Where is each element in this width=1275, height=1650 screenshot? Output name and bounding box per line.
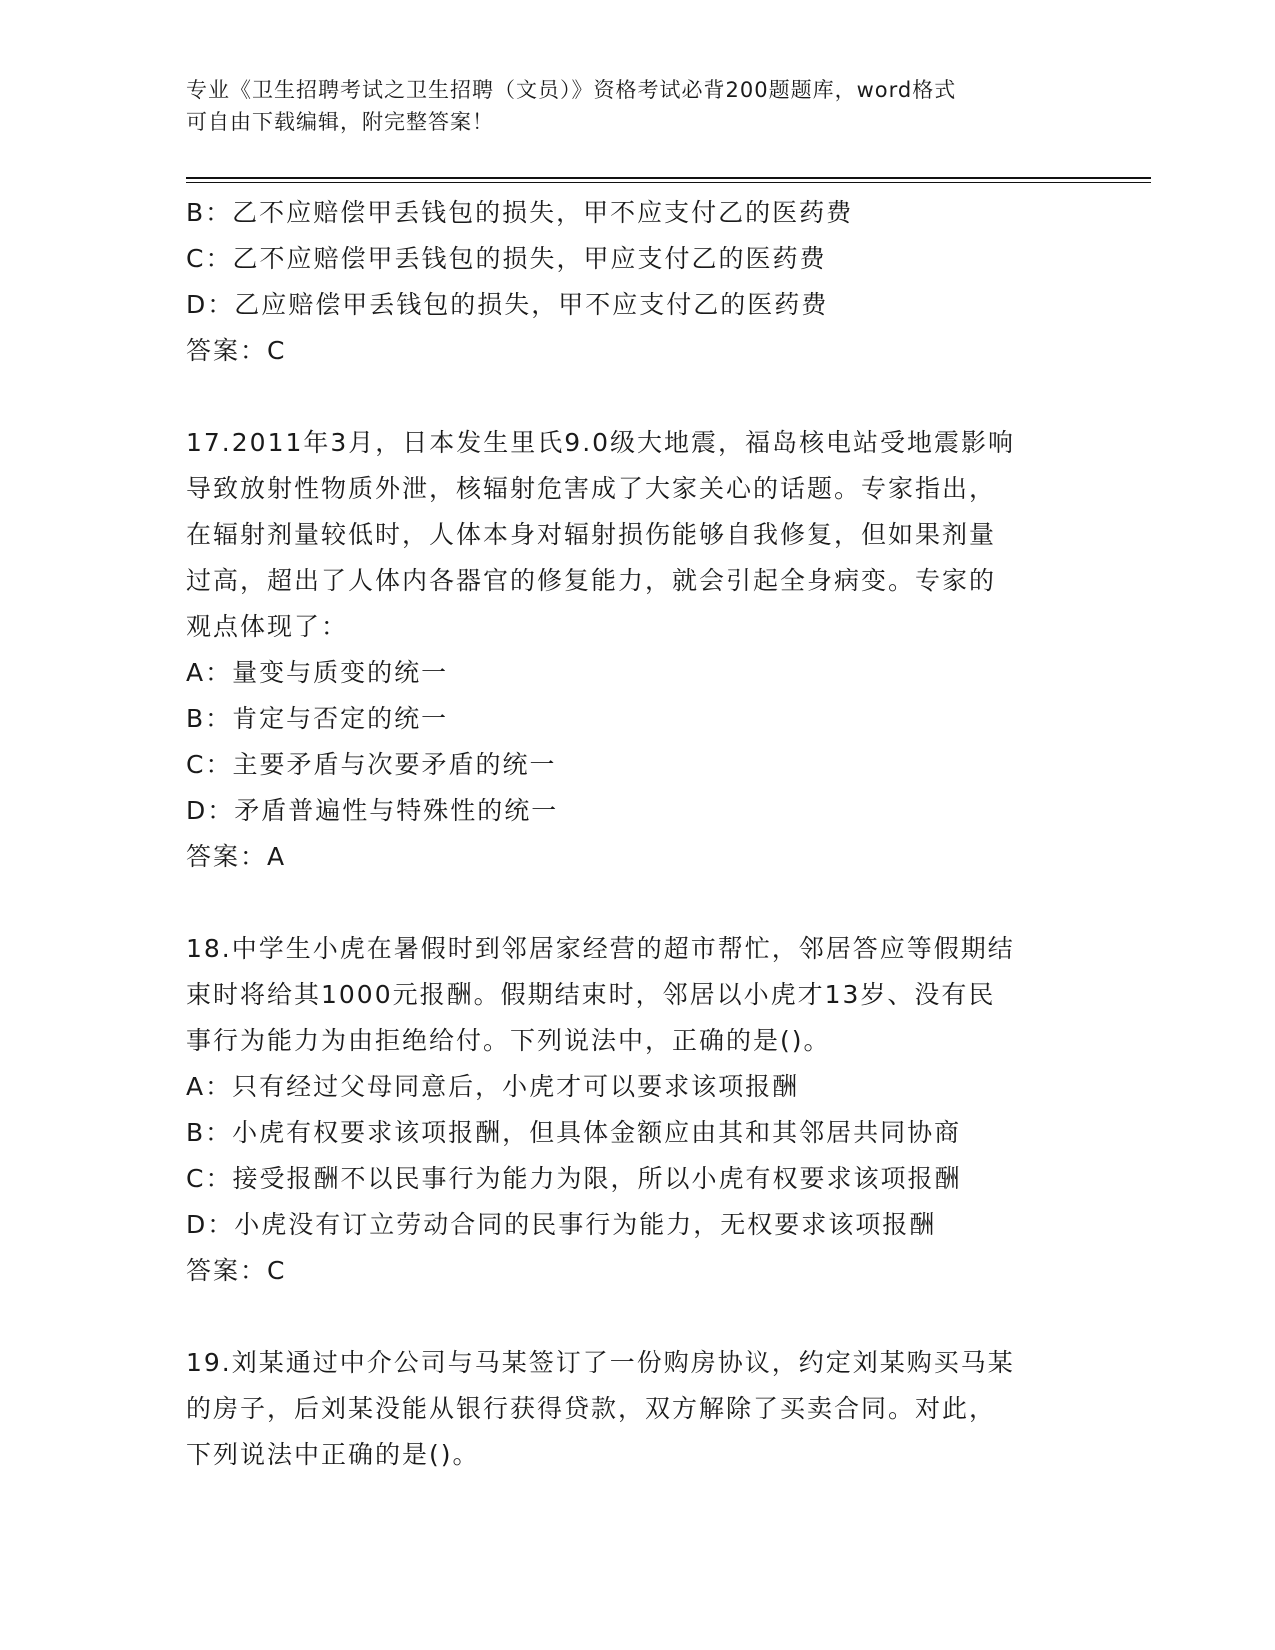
question-text-line: 19.刘某通过中介公司与马某签订了一份购房协议，约定刘某购买马某	[186, 1348, 1015, 1377]
answer: 答案：A	[186, 842, 287, 871]
question-text-line: 的房子，后刘某没能从银行获得贷款，双方解除了买卖合同。对此，	[186, 1394, 997, 1423]
spacer	[186, 1294, 1086, 1340]
answer: 答案：C	[186, 336, 287, 365]
question-text-line: 过高，超出了人体内各器官的修复能力，就会引起全身病变。专家的	[186, 566, 997, 595]
header-divider-thick	[186, 177, 1151, 179]
question-text-line: 下列说法中正确的是()。	[186, 1440, 480, 1469]
option-d: D：小虎没有订立劳动合同的民事行为能力，无权要求该项报酬	[186, 1210, 937, 1239]
option-c: C：接受报酬不以民事行为能力为限，所以小虎有权要求该项报酬	[186, 1164, 962, 1193]
question-text-line: 在辐射剂量较低时，人体本身对辐射损伤能够自我修复，但如果剂量	[186, 520, 997, 549]
question-16-tail	[186, 190, 1086, 374]
option-b: B：小虎有权要求该项报酬，但具体金额应由其和其邻居共同协商	[186, 1118, 962, 1147]
question-text-line: 17.2011年3月，日本发生里氏9.0级大地震，福岛核电站受地震影响	[186, 428, 1016, 457]
option-a: A：只有经过父母同意后，小虎才可以要求该项报酬	[186, 1072, 800, 1101]
option-b: B：肯定与否定的统一	[186, 704, 449, 733]
question-text-line: 事行为能力为由拒绝给付。下列说法中，正确的是()。	[186, 1026, 831, 1055]
option-d: D：矛盾普遍性与特殊性的统一	[186, 796, 559, 825]
document-body	[186, 190, 1086, 1478]
option-b: B：乙不应赔偿甲丢钱包的损失，甲不应支付乙的医药费	[186, 198, 854, 227]
spacer	[186, 374, 1086, 420]
question-17	[186, 420, 1086, 880]
question-text-line: 束时将给其1000元报酬。假期结束时，邻居以小虎才13岁、没有民	[186, 980, 996, 1009]
question-text-line: 导致放射性物质外泄，核辐射危害成了大家关心的话题。专家指出，	[186, 474, 997, 503]
answer: 答案：C	[186, 1256, 287, 1285]
question-19	[186, 1340, 1086, 1478]
option-c: C：乙不应赔偿甲丢钱包的损失，甲应支付乙的医药费	[186, 244, 827, 273]
option-d: D：乙应赔偿甲丢钱包的损失，甲不应支付乙的医药费	[186, 290, 829, 319]
question-text-line: 18.中学生小虎在暑假时到邻居家经营的超市帮忙，邻居答应等假期结	[186, 934, 1015, 963]
question-text-line: 观点体现了：	[186, 612, 349, 641]
header-divider-thin	[186, 182, 1151, 183]
document-header: 专业《卫生招聘考试之卫生招聘（文员）》资格考试必背200题题库，word格式 可自由下载编辑，附完整答案！	[186, 78, 957, 134]
question-18	[186, 926, 1086, 1294]
option-c: C：主要矛盾与次要矛盾的统一	[186, 750, 557, 779]
option-a: A：量变与质变的统一	[186, 658, 449, 687]
spacer	[186, 880, 1086, 926]
